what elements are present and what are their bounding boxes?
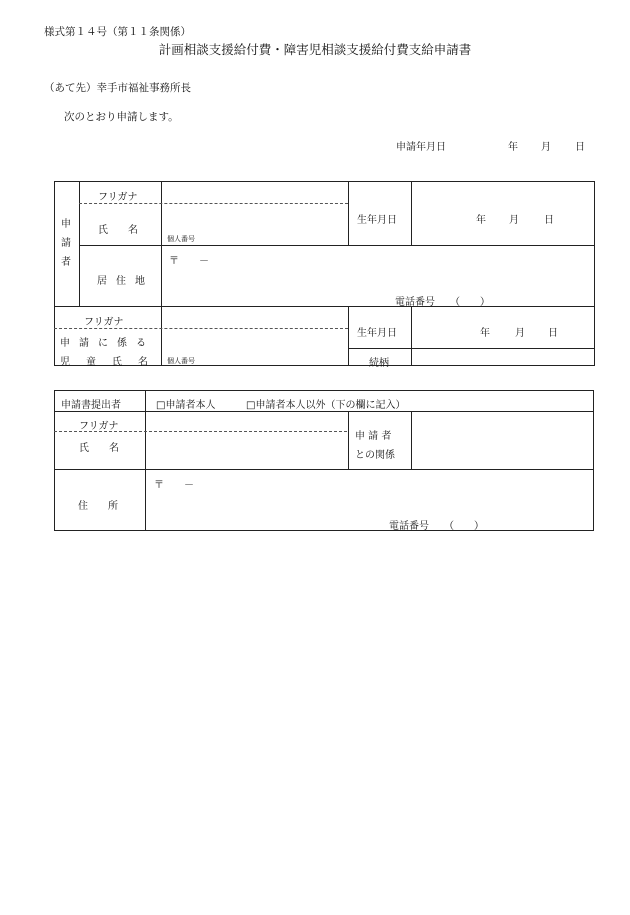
applicant-birth-year: 年 — [476, 215, 486, 226]
applicant-name-label: 氏 名 — [98, 225, 138, 236]
applicant-birth-day: 日 — [544, 215, 554, 226]
application-date-label: 申請年月日 — [396, 142, 446, 153]
applicant-birthdate-field[interactable] — [412, 182, 593, 244]
applicant-side-label: 申 請 者 — [61, 219, 71, 268]
intro-text: 次のとおり申請します。 — [64, 111, 179, 123]
form-number: 様式第１４号（第１１条関係） — [44, 26, 191, 38]
applicant-address-label: 居住地 — [97, 276, 154, 287]
submitter-address-label: 住 所 — [78, 501, 118, 512]
submitter-label: 申請書提出者 — [61, 400, 121, 411]
submitter-table — [54, 390, 594, 531]
applicant-furigana-label: フリガナ — [98, 192, 138, 203]
child-birthdate-label: 生年月日 — [357, 328, 397, 339]
applicant-personal-number-label: 個人番号 — [167, 235, 195, 243]
child-label-line1: 申請に係る — [60, 338, 155, 349]
applicant-address-field[interactable] — [162, 246, 594, 305]
child-label-line2: 児童氏名 — [60, 357, 164, 368]
child-birthdate-field[interactable] — [412, 307, 593, 347]
submitter-name-label: 氏 名 — [79, 443, 119, 454]
relation-label-line2: との関係 — [355, 450, 395, 461]
relation-field[interactable] — [412, 412, 592, 468]
applicant-table — [54, 181, 595, 369]
submitter-phone-label: 電話番号 （ ） — [389, 521, 484, 532]
submitter-option-self[interactable]: □申請者本人 — [156, 400, 216, 411]
applicant-birthdate-label: 生年月日 — [357, 215, 397, 226]
child-personal-number-label: 個人番号 — [167, 357, 195, 365]
applicant-name-field[interactable] — [162, 205, 347, 244]
child-furigana-label: フリガナ — [84, 317, 124, 328]
applicant-postal-label: 〒 － — [169, 256, 209, 267]
submitter-furigana-label: フリガナ — [79, 421, 119, 432]
child-birth-day: 日 — [548, 328, 558, 339]
application-date-month: 月 — [541, 142, 551, 153]
application-date-year: 年 — [508, 142, 518, 153]
child-name-field[interactable] — [162, 307, 347, 365]
addressee: （あて先）幸手市福祉事務所長 — [44, 82, 191, 94]
applicant-birth-month: 月 — [509, 215, 519, 226]
applicant-furigana-field[interactable] — [162, 182, 347, 202]
applicant-phone-label: 電話番号 （ ） — [395, 297, 490, 308]
submitter-address-field[interactable] — [146, 470, 592, 529]
child-relationship-field[interactable] — [412, 349, 593, 365]
child-birth-year: 年 — [480, 328, 490, 339]
application-date-day: 日 — [575, 142, 585, 153]
relation-label-line1: 申 請 者 — [355, 431, 392, 442]
child-birth-month: 月 — [515, 328, 525, 339]
submitter-option-other[interactable]: □申請者本人以外（下の欄に記入） — [246, 400, 406, 411]
submitter-postal-label: 〒 － — [154, 480, 194, 491]
submitter-name-field[interactable] — [146, 412, 347, 468]
form-title: 計画相談支援給付費・障害児相談支援給付費支給申請書 — [158, 42, 472, 57]
child-relationship-label: 続柄 — [369, 358, 389, 369]
